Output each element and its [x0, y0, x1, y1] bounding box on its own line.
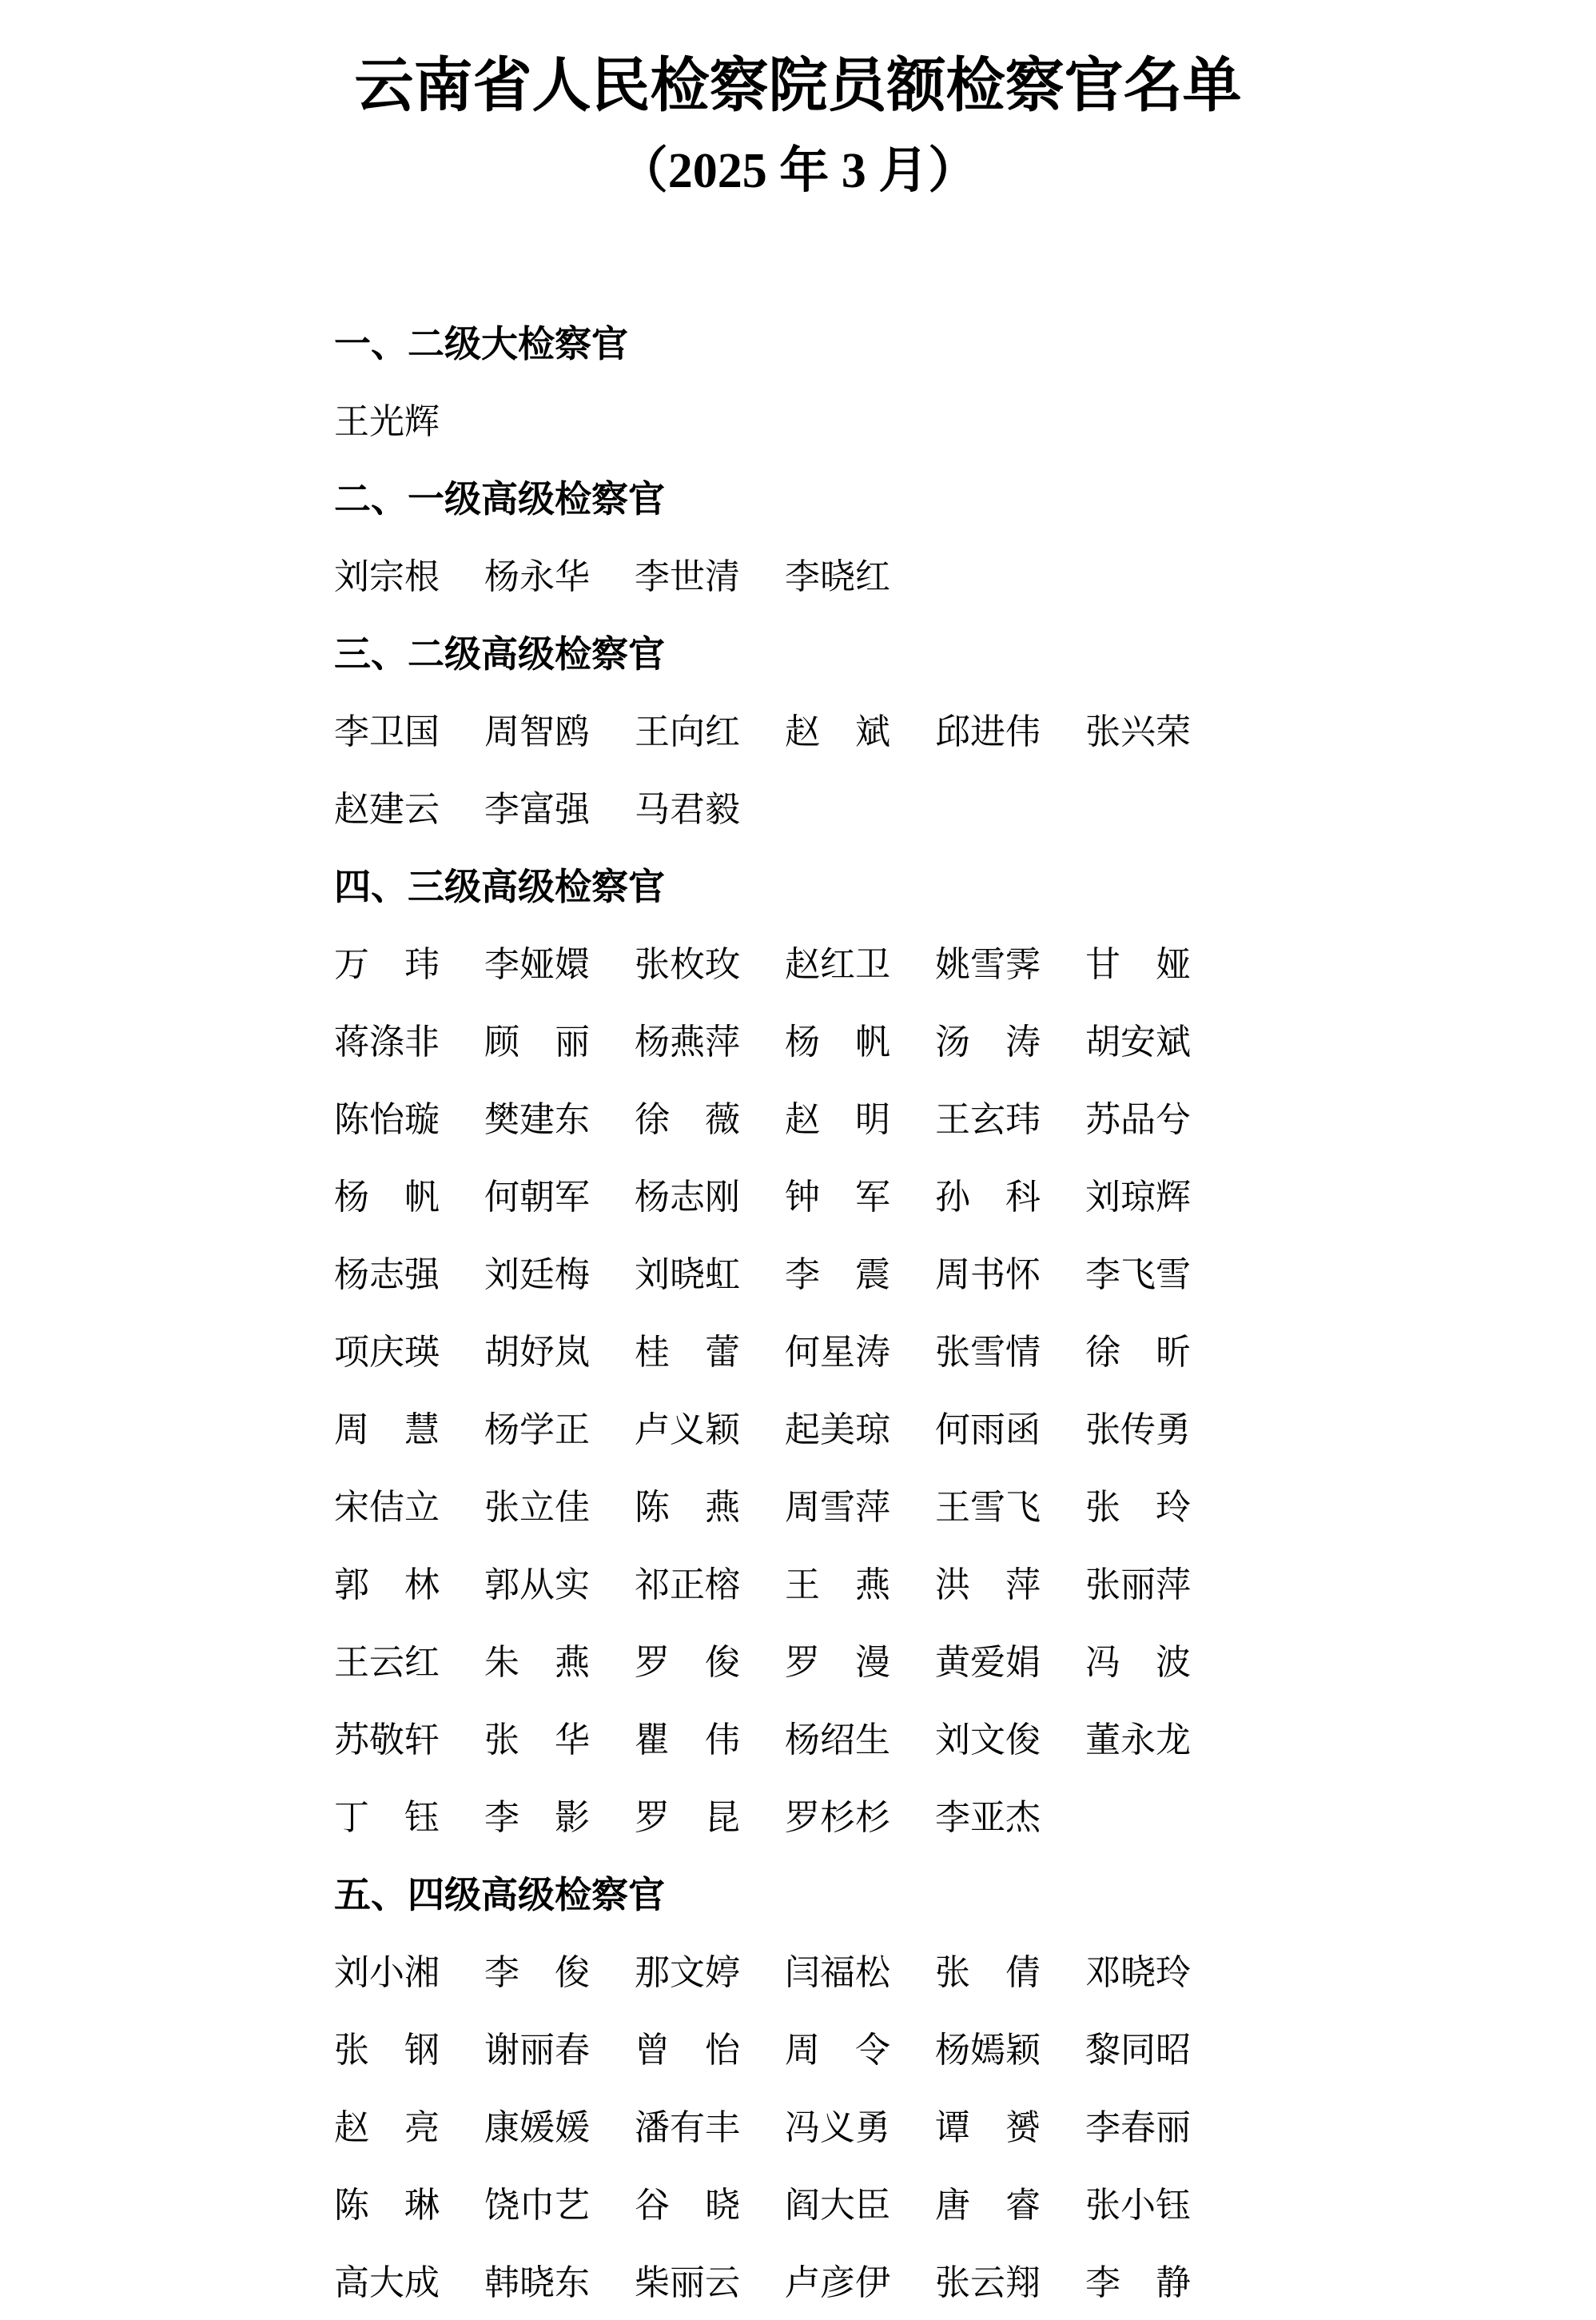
prosecutor-name: 朱 燕: [484, 1643, 590, 1682]
prosecutor-name: 冯 波: [1085, 1643, 1191, 1682]
prosecutor-name: 樊建东: [484, 1100, 590, 1139]
prosecutor-name: 赵 明: [785, 1100, 890, 1139]
prosecutor-name: 周智鸥: [484, 712, 590, 751]
prosecutor-name: 罗 昆: [635, 1798, 740, 1837]
prosecutor-name: 宋佶立: [334, 1488, 440, 1527]
prosecutor-name: 刘宗根: [334, 557, 440, 596]
name-row: [334, 1313, 1292, 1391]
prosecutor-name: 闫福松: [785, 1953, 890, 1992]
prosecutor-name: 王 燕: [785, 1565, 890, 1604]
prosecutor-name: 刘晓虹: [635, 1255, 740, 1294]
prosecutor-name: 李 静: [1085, 2263, 1191, 2302]
document-subtitle: （2025 年 3 月）: [618, 144, 978, 198]
prosecutor-name: 张传勇: [1085, 1410, 1191, 1449]
prosecutor-name: 周 令: [785, 2031, 890, 2070]
prosecutor-name: 杨嫣颖: [935, 2031, 1041, 2070]
prosecutor-name: 王云红: [334, 1643, 440, 1682]
prosecutor-name: 郭从实: [484, 1565, 590, 1604]
prosecutor-name: 何星涛: [785, 1333, 890, 1372]
prosecutor-name: 赵 斌: [785, 712, 890, 751]
prosecutor-name: 柴丽云: [635, 2263, 740, 2302]
prosecutor-name: 卢义颖: [635, 1410, 740, 1449]
prosecutor-name: 周 慧: [334, 1410, 440, 1449]
prosecutor-name: 赵红卫: [785, 945, 890, 984]
prosecutor-name: 杨学正: [484, 1410, 590, 1449]
name-row: [334, 2089, 1292, 2167]
prosecutor-name: 陈 燕: [635, 1488, 740, 1527]
prosecutor-name: 马君毅: [635, 790, 740, 829]
name-row: [334, 771, 1292, 848]
prosecutor-name: 何雨函: [935, 1410, 1041, 1449]
prosecutor-name: 张小钰: [1085, 2186, 1191, 2225]
section-heading: 四、三级高级检察官: [334, 866, 665, 907]
prosecutor-name: 周雪萍: [785, 1488, 890, 1527]
prosecutor-name: 李飞雪: [1085, 1255, 1191, 1294]
prosecutor-name: 杨 帆: [785, 1022, 890, 1062]
prosecutor-name: 刘琼辉: [1085, 1178, 1191, 1217]
prosecutor-name: 甘 娅: [1085, 945, 1191, 984]
prosecutor-name: 高大成: [334, 2263, 440, 2302]
prosecutor-name: 饶巾艺: [484, 2186, 590, 2225]
prosecutor-name: 徐 昕: [1085, 1333, 1191, 1372]
sections-container: [334, 305, 1292, 2320]
name-row: [334, 693, 1292, 771]
prosecutor-name: 项庆瑛: [334, 1333, 440, 1372]
prosecutor-name: 康媛媛: [484, 2108, 590, 2147]
prosecutor-name: 孙 科: [935, 1178, 1041, 1217]
prosecutor-name: 郭 林: [334, 1565, 440, 1604]
prosecutor-name: 赵 亮: [334, 2108, 440, 2147]
section-heading: 三、二级高级检察官: [334, 633, 665, 675]
prosecutor-name: 谭 赟: [935, 2108, 1041, 2147]
prosecutor-name: 祁正榕: [635, 1565, 740, 1604]
name-row: [334, 1546, 1292, 1624]
prosecutor-name: 张兴荣: [1085, 712, 1191, 751]
prosecutor-name: 张 钢: [334, 2031, 440, 2070]
prosecutor-name: 张 倩: [935, 1953, 1041, 1992]
section-3: [334, 616, 1292, 848]
prosecutor-name: 王玄玮: [935, 1100, 1041, 1139]
prosecutor-name: 那文婷: [635, 1953, 740, 1992]
prosecutor-name: 张丽萍: [1085, 1565, 1191, 1604]
prosecutor-name: 张云翔: [935, 2263, 1041, 2302]
prosecutor-name: 杨志强: [334, 1255, 440, 1294]
prosecutor-name: 李晓红: [785, 557, 890, 596]
prosecutor-name: 丁 钰: [334, 1798, 440, 1837]
name-row: [334, 1003, 1292, 1081]
document-title: 云南省人民检察院员额检察官名单: [354, 54, 1242, 119]
prosecutor-name: 李 影: [484, 1798, 590, 1837]
prosecutor-name: 谢丽春: [484, 2031, 590, 2070]
prosecutor-name: 万 玮: [334, 945, 440, 984]
section-heading: 二、一级高级检察官: [334, 478, 665, 520]
prosecutor-name: 李卫国: [334, 712, 440, 751]
prosecutor-name: 黎同昭: [1085, 2031, 1191, 2070]
prosecutor-name: 潘有丰: [635, 2108, 740, 2147]
prosecutor-name: 苏敬轩: [334, 1720, 440, 1760]
prosecutor-name: 杨志刚: [635, 1178, 740, 1217]
prosecutor-name: 何朝军: [484, 1178, 590, 1217]
prosecutor-name: 杨永华: [484, 557, 590, 596]
name-row: [334, 1158, 1292, 1236]
prosecutor-name: 李 震: [785, 1255, 890, 1294]
section-4: [334, 848, 1292, 1856]
prosecutor-name: 陈 琳: [334, 2186, 440, 2225]
prosecutor-name: 罗 漫: [785, 1643, 890, 1682]
name-row: [334, 1081, 1292, 1158]
name-row: [334, 1391, 1292, 1469]
prosecutor-name: 阎大臣: [785, 2186, 890, 2225]
prosecutor-name: 张 玲: [1085, 1488, 1191, 1527]
prosecutor-name: 李 俊: [484, 1953, 590, 1992]
name-row: [334, 2244, 1292, 2320]
prosecutor-name: 桂 蕾: [635, 1333, 740, 1372]
prosecutor-name: 苏品兮: [1085, 1100, 1191, 1139]
prosecutor-name: 王雪飞: [935, 1488, 1041, 1527]
section-heading: 五、四级高级检察官: [334, 1874, 665, 1915]
prosecutor-name: 徐 薇: [635, 1100, 740, 1139]
prosecutor-name: 罗 俊: [635, 1643, 740, 1682]
name-row: [334, 2011, 1292, 2089]
prosecutor-name: 李世清: [635, 557, 740, 596]
prosecutor-name: 蒋涤非: [334, 1022, 440, 1062]
prosecutor-name: 起美琼: [785, 1410, 890, 1449]
prosecutor-name: 张雪情: [935, 1333, 1041, 1372]
prosecutor-name: 冯义勇: [785, 2108, 890, 2147]
prosecutor-name: 张 华: [484, 1720, 590, 1760]
prosecutor-name: 卢彦伊: [785, 2263, 890, 2302]
prosecutor-name: 李春丽: [1085, 2108, 1191, 2147]
prosecutor-name: 瞿 伟: [635, 1720, 740, 1760]
prosecutor-name: 王向红: [635, 712, 740, 751]
prosecutor-name: 杨绍生: [785, 1720, 890, 1760]
name-row: [334, 538, 1292, 616]
prosecutor-name: 胡安斌: [1085, 1022, 1191, 1062]
prosecutor-name: 刘文俊: [935, 1720, 1041, 1760]
section-1: [334, 305, 1292, 460]
prosecutor-name: 董永龙: [1085, 1720, 1191, 1760]
name-row: [334, 926, 1292, 1003]
section-2: [334, 460, 1292, 616]
name-row: [334, 383, 1292, 460]
prosecutor-name: 曾 怡: [635, 2031, 740, 2070]
name-row: [334, 1779, 1292, 1856]
prosecutor-name: 韩晓东: [484, 2263, 590, 2302]
prosecutor-name: 李娅嬛: [484, 945, 590, 984]
prosecutor-name: 杨 帆: [334, 1178, 440, 1217]
name-row: [334, 2167, 1292, 2244]
prosecutor-name: 张立佳: [484, 1488, 590, 1527]
prosecutor-name: 谷 晓: [635, 2186, 740, 2225]
prosecutor-name: 王光辉: [334, 402, 440, 441]
prosecutor-name: 唐 睿: [935, 2186, 1041, 2225]
prosecutor-name: 汤 涛: [935, 1022, 1041, 1062]
name-row: [334, 1236, 1292, 1313]
prosecutor-name: 陈怡璇: [334, 1100, 440, 1139]
prosecutor-name: 周书怀: [935, 1255, 1041, 1294]
prosecutor-name: 李亚杰: [935, 1798, 1041, 1837]
prosecutor-name: 胡妤岚: [484, 1333, 590, 1372]
prosecutor-name: 钟 军: [785, 1178, 890, 1217]
prosecutor-name: 邱进伟: [935, 712, 1041, 751]
prosecutor-name: 张枚玫: [635, 945, 740, 984]
prosecutor-name: 刘小湘: [334, 1953, 440, 1992]
prosecutor-name: 杨燕萍: [635, 1022, 740, 1062]
prosecutor-name: 刘廷梅: [484, 1255, 590, 1294]
name-row: [334, 1469, 1292, 1546]
section-heading: 一、二级大检察官: [334, 323, 628, 365]
prosecutor-name: 赵建云: [334, 790, 440, 829]
name-row: [334, 1624, 1292, 1701]
section-5: [334, 1856, 1292, 2320]
prosecutor-name: 邓晓玲: [1085, 1953, 1191, 1992]
prosecutor-name: 李富强: [484, 790, 590, 829]
name-row: [334, 1934, 1292, 2011]
prosecutor-name: 罗杉杉: [785, 1798, 890, 1837]
prosecutor-name: 姚雪霁: [935, 945, 1041, 984]
name-row: [334, 1701, 1292, 1779]
prosecutor-name: 顾 丽: [484, 1022, 590, 1062]
prosecutor-name: 洪 萍: [935, 1565, 1041, 1604]
prosecutor-name: 黄爱娟: [935, 1643, 1041, 1682]
